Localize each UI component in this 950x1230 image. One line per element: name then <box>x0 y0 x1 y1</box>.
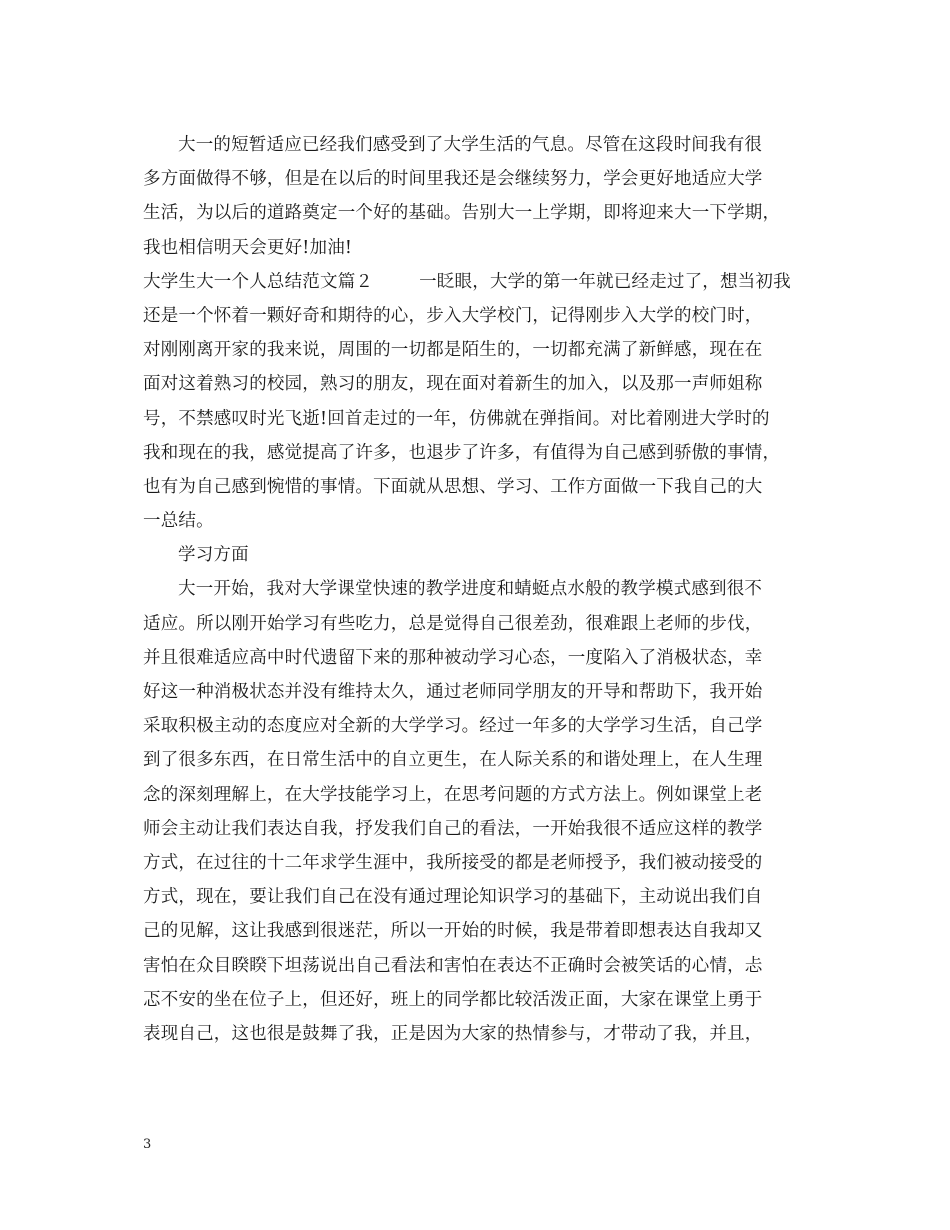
paragraph-line: 多方面做得不够，但是在以后的时间里我还是会继续努力，学会更好地适应大学 <box>143 169 763 190</box>
paragraph-line: 好这一种消极状态并没有维持太久，通过老师同学朋友的开导和帮助下，我开始 <box>143 682 763 702</box>
paragraph-line: 己的见解，这让我感到很迷茫，所以一开始的时候，我是带着即想表达自我却又 <box>143 921 763 942</box>
paragraph-line: 大一的短暂适应已经我们感受到了大学生活的气息。尽管在这段时间我有很 <box>178 135 763 155</box>
section-heading-line <box>143 265 823 299</box>
paragraph-line: 忑不安的坐在位子上，但还好，班上的同学都比较活泼正面，大家在课堂上勇于 <box>143 989 763 1010</box>
paragraph-line: 表现自己，这也很是鼓舞了我，正是因为大家的热情参与，才带动了我，并且， <box>143 1023 763 1044</box>
paragraph-line: 我也相信明天会更好!加油! <box>143 237 353 258</box>
subheading: 学习方面 <box>178 545 249 566</box>
section-heading: 大学生大一个人总结范文篇２ <box>143 271 374 292</box>
paragraph-line: 方式，在过往的十二年求学生涯中，我所接受的都是老师授予，我们被动接受的 <box>143 852 763 873</box>
paragraph-line: 也有为自己感到惋惜的事情。下面就从思想、学习、工作方面做一下我自己的大 <box>143 476 763 497</box>
body-text <box>143 128 823 1051</box>
paragraph-line: 对刚刚离开家的我来说，周围的一切都是陌生的，一切都充满了新鲜感，现在在 <box>143 340 763 361</box>
paragraph-line: 念的深刻理解上，在大学技能学习上，在思考问题的方式方法上。例如课堂上老 <box>143 784 763 805</box>
paragraph-line: 适应。所以刚开始学习有些吃力，总是觉得自己很差劲，很难跟上老师的步伐， <box>143 613 763 634</box>
paragraph-line: 采取积极主动的态度应对全新的大学学习。经过一年多的大学学习生活，自己学 <box>143 716 763 737</box>
paragraph-line: 一总结。 <box>143 511 214 532</box>
paragraph-line-text: 一眨眼，大学的第一年就已经走过了，想当初我 <box>419 271 791 292</box>
paragraph-line: 害怕在众目睽睽下坦荡说出自己看法和害怕在表达不正确时会被笑话的心情，忐 <box>143 955 763 976</box>
paragraph-line: 师会主动让我们表达自我，抒发我们自己的看法，一开始我很不适应这样的教学 <box>143 818 763 839</box>
paragraph-line: 面对这着熟习的校园，熟习的朋友，现在面对着新生的加入，以及那一声师姐称 <box>143 374 763 395</box>
paragraph-line: 方式，现在，要让我们自己在没有通过理论知识学习的基础下，主动说出我们自 <box>143 887 763 908</box>
paragraph-line: 还是一个怀着一颗好奇和期待的心，步入大学校门，记得刚步入大学的校门时， <box>143 305 763 326</box>
paragraph-line: 并且很难适应高中时代遗留下来的那种被动学习心态，一度陷入了消极状态，幸 <box>143 647 763 668</box>
paragraph-line: 我和现在的我，感觉提高了许多，也退步了许多，有值得为自己感到骄傲的事情， <box>143 442 781 463</box>
paragraph-line: 生活，为以后的道路奠定一个好的基础。告别大一上学期，即将迎来大一下学期， <box>143 203 781 224</box>
page-number: 3 <box>143 1137 152 1152</box>
paragraph-line: 大一开始，我对大学课堂快速的教学进度和蜻蜓点水般的教学模式感到很不 <box>178 579 763 600</box>
paragraph-line: 号，不禁感叹时光飞逝!回首走过的一年，仿佛就在弹指间。对比着刚进大学时的 <box>143 408 770 429</box>
paragraph-line: 到了很多东西，在日常生活中的自立更生，在人际关系的和谐处理上，在人生理 <box>143 750 763 771</box>
